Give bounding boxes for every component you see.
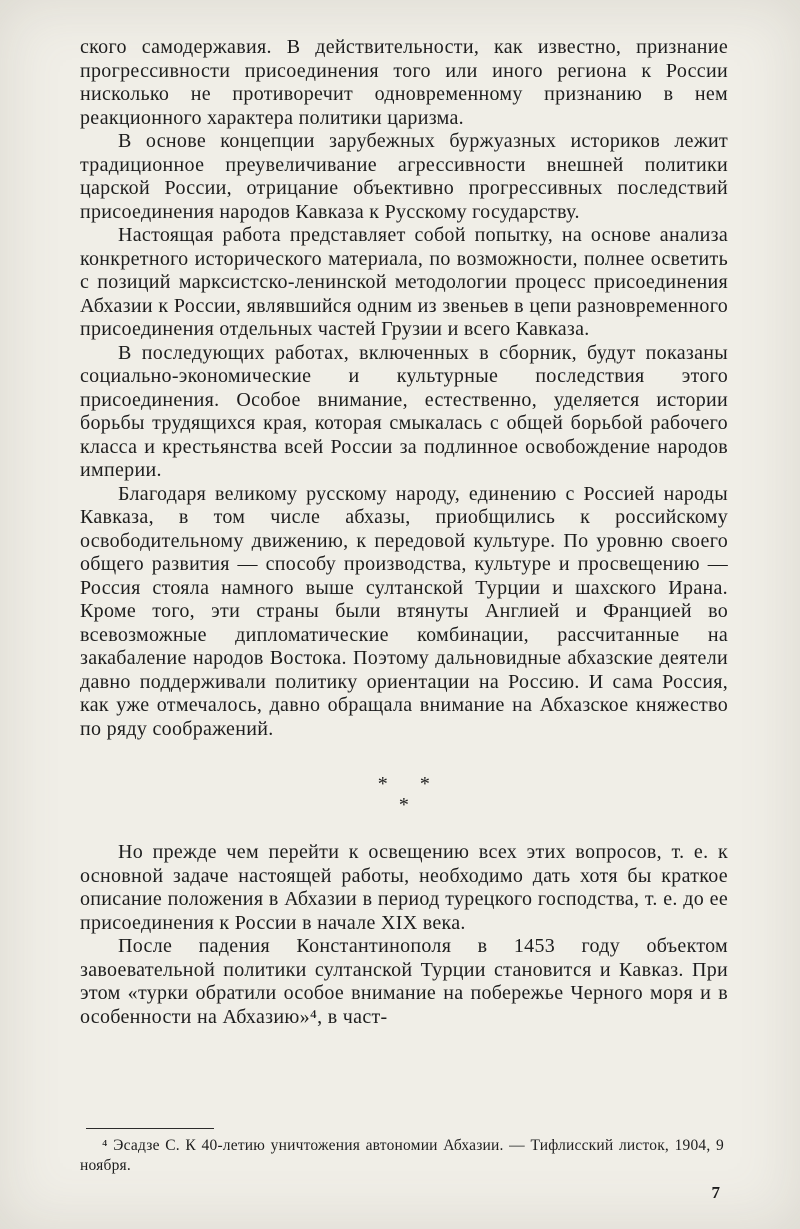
paragraph: Настоящая работа представляет собой попытку, на основе анализа конкретного исторического материала, по возможности, полнее осветить с позиций марксистско-ленинской методологии процесс присоединения Абхазии к России, являвшийся одним из звеньев в цепи разновременного присоединения отдельных частей Грузии и всего Кавказа. bbox=[80, 224, 728, 340]
footnote-rule bbox=[86, 1128, 214, 1129]
asterisk-bottom: * bbox=[398, 794, 410, 816]
footnote-block bbox=[80, 1128, 724, 1175]
paragraph: После падения Константинополя в 1453 году объектом завоевательной политики султанской Турции становится и Кавказ. При этом «турки обратили особое внимание на побережье Черного моря и в особенности на Абхазию»⁴, в част- bbox=[80, 935, 728, 1028]
paragraph: Благодаря великому русскому народу, единению с Россией народы Кавказа, в том числе абхазы, приобщились к российскому освободительному движению, к передовой культуре. По уровню своего общего развития — способу производства, культуре и просвещению — Россия стояла намного выше султанской Турции и шахского Ирана. Кроме того, эти страны были втянуты Англией и Францией во всевозможные дипломатические комбинации, рассчитанные на закабаление народов Востока. Поэтому дальновидные абхазские деятели давно поддерживали политику ориентации на Россию. И сама Россия, как уже отмечалось, давно обращала внимание на Абхазское княжество по ряду соображений. bbox=[80, 482, 728, 740]
page-body bbox=[80, 36, 728, 1029]
paragraph: В последующих работах, включенных в сборник, будут показаны социально-экономические и культурные последствия этого присоединения. Особое внимание, естественно, уделяется истории борьбы трудящихся края, которая смыкалась с общей борьбой рабочего класса и крестьянства всей России за подлинное освобождение народов империи. bbox=[80, 341, 728, 481]
page-number: 7 bbox=[711, 1183, 720, 1202]
section-separator bbox=[80, 773, 728, 816]
footnote-text: ⁴ Эсадзе С. К 40-летию уничтожения автономии Абхазии. — Тифлисский листок, 1904, 9 ноября. bbox=[80, 1137, 724, 1174]
paragraph: Но прежде чем перейти к освещению всех этих вопросов, т. е. к основной задаче настоящей работы, необходимо дать хотя бы краткое описание положения в Абхазии в период турецкого господства, т. е. до ее присоединения к России в начале XIX века. bbox=[80, 841, 728, 934]
asterisks-top-row: * * bbox=[377, 773, 431, 795]
paragraph: ского самодержавия. В действительности, как известно, признание прогрессивности присоединения того или иного региона к России нисколько не противоречит одновременному признанию в нем реакционного характера политики царизма. bbox=[80, 36, 728, 129]
paragraph: В основе концепции зарубежных буржуазных историков лежит традиционное преувеличивание агрессивности внешней политики царской России, отрицание объективно прогрессивных последствий присоединения народов Кавказа к Русскому государству. bbox=[80, 130, 728, 223]
